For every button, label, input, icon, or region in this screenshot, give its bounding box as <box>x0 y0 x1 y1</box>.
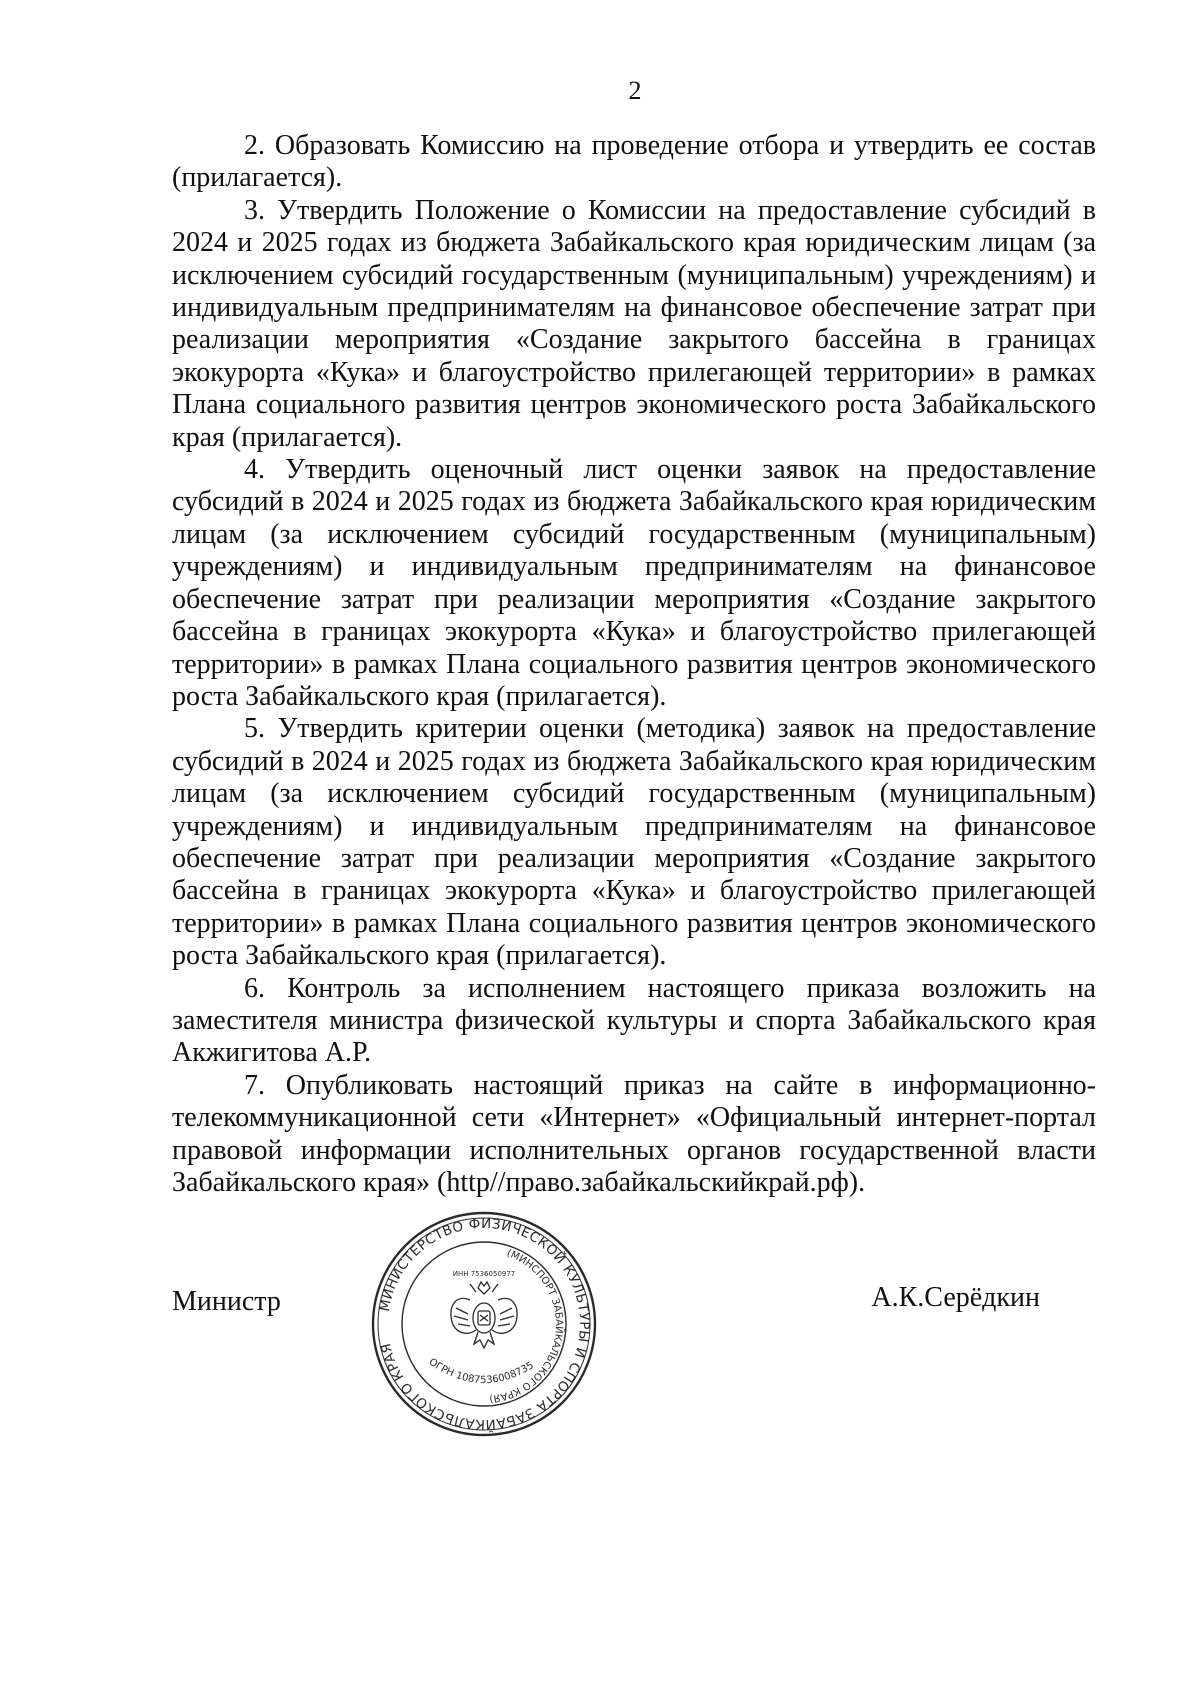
signature-block <box>172 1282 1096 1326</box>
paragraph-item-7: 7. Опубликовать настоящий приказ на сайте в информационно-телекоммуникационной сети «Интернет» «Официальный интернет-портал правовой информации исполнительных органов государственной власти Забайкальского края» (http//право.забайкальскийкрай.рф). <box>172 1069 1096 1198</box>
document-body <box>172 130 1096 1199</box>
seal-outer-text: МИНИСТЕРСТВО ФИЗИЧЕСКОЙ КУЛЬТУРЫ И СПОРТА ЗАБАЙКАЛЬСКОГО КРАЯ <box>376 1215 593 1433</box>
signatory-title: Министр <box>172 1286 281 1317</box>
paragraph-item-5: 5. Утвердить критерии оценки (методика) заявок на предоставление субсидий в 2024 и 2025 годах из бюджета Забайкальского края юридическим лицам (за исключением субсидий государственным (муниципальным) учреждениям) и индивидуальным предпринимателям на финансовое обеспечение затрат при реализации мероприятия «Создание закрытого бассейна в границах экокурорта «Кука» и благоустройство прилегающей территории» в рамках Плана социального развития центров экономического роста Забайкальского края (прилагается). <box>172 713 1096 972</box>
seal-inn-text: ИНН 7536050977 <box>452 1270 516 1278</box>
seal-ogrn-text: ОГРН 1087536008735 <box>426 1356 536 1387</box>
paragraph-item-6: 6. Контроль за исполнением настоящего приказа возложить на заместителя министра физической культуры и спорта Забайкальского края Акжигитова А.Р. <box>172 972 1096 1069</box>
paragraph-item-2: 2. Образовать Комиссию на проведение отбора и утвердить ее состав (прилагается). <box>172 130 1096 194</box>
paragraph-item-3: 3. Утвердить Положение о Комиссии на предоставление субсидий в 2024 и 2025 годах из бюджета Забайкальского края юридическим лицам (за исключением субсидий государственным (муниципальным) учреждениям) и индивидуальным предпринимателям на финансовое обеспечение затрат при реализации мероприятия «Создание закрытого бассейна в границах экокурорта «Кука» и благоустройство прилегающей территории» в рамках Плана социального развития центров экономического роста Забайкальского края (прилагается). <box>172 194 1096 453</box>
paragraph-item-4: 4. Утвердить оценочный лист оценки заявок на предоставление субсидий в 2024 и 2025 годах из бюджета Забайкальского края юридическим лицам (за исключением субсидий государственным (муниципальным) учреждениям) и индивидуальным предпринимателям на финансовое обеспечение затрат при реализации мероприятия «Создание закрытого бассейна в границах экокурорта «Кука» и благоустройство прилегающей территории» в рамках Плана социального развития центров экономического роста Забайкальского края (прилагается). <box>172 454 1096 712</box>
signatory-name: А.К.Серёдкин <box>871 1282 1040 1313</box>
seal-inner-text: (МИНСПОРТ ЗАБАЙКАЛЬСКОГО КРАЯ) <box>488 1247 565 1404</box>
page-number: 2 <box>628 76 642 105</box>
